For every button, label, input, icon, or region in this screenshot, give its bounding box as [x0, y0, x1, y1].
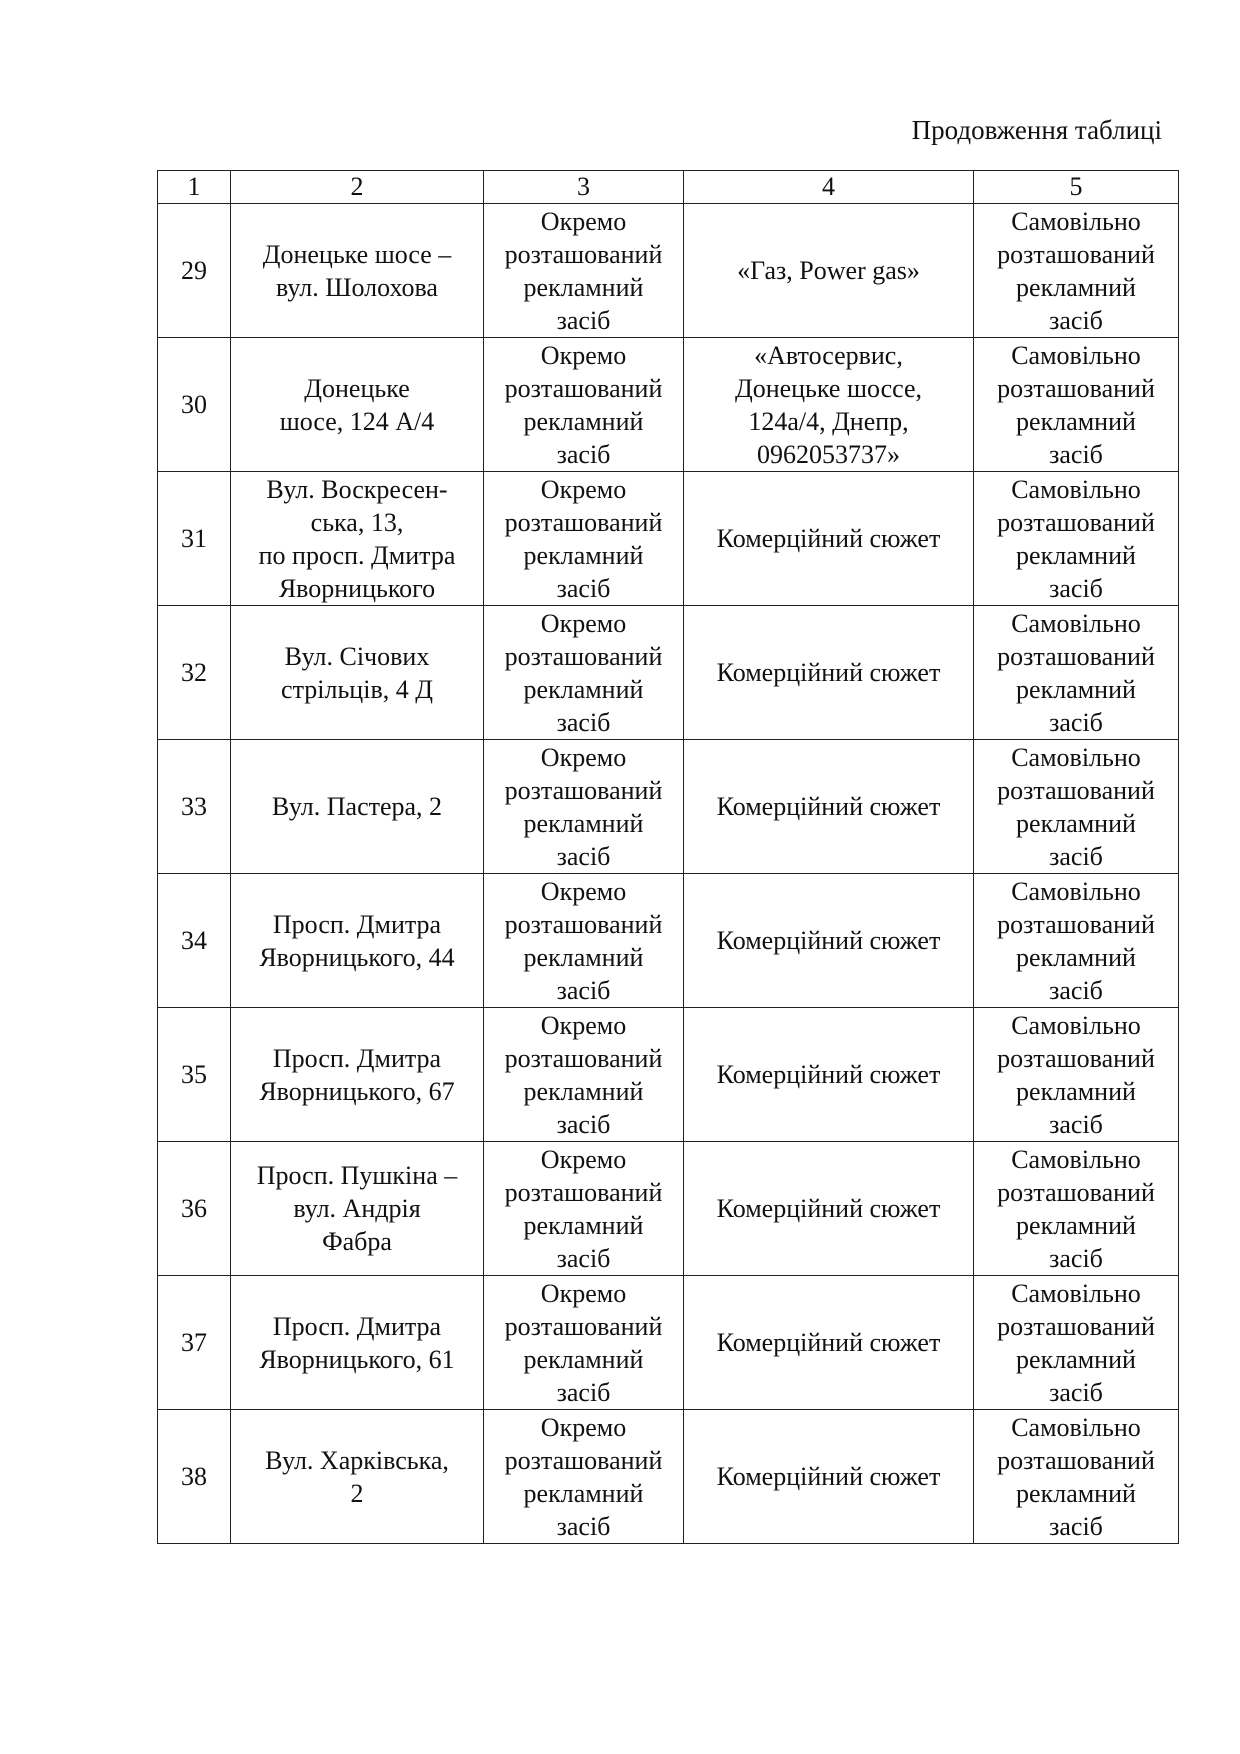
cell-text: Самовільно розташований рекламний засіб [997, 742, 1155, 871]
cell-text: Окремо розташований рекламний засіб [504, 1412, 663, 1541]
address-cell [231, 1008, 484, 1142]
cell-text: Вул. Харківська, 2 [265, 1445, 449, 1508]
ad-content-cell [684, 606, 974, 740]
table-row [158, 1008, 1179, 1142]
cell-text: 31 [181, 524, 207, 553]
ad-type-cell [484, 740, 684, 874]
cell-text: 37 [181, 1328, 207, 1357]
table-row [158, 1276, 1179, 1410]
cell-text: Комерційний сюжет [716, 658, 941, 687]
status-cell [974, 740, 1179, 874]
status-cell [974, 1142, 1179, 1276]
advertising-table [157, 170, 1179, 1544]
ad-content-cell [684, 1142, 974, 1276]
status-cell [974, 338, 1179, 472]
ad-type-cell [484, 1008, 684, 1142]
address-cell [231, 1142, 484, 1276]
row-number-cell [158, 1142, 231, 1276]
cell-text: Комерційний сюжет [716, 926, 941, 955]
cell-text: Просп. Пушкіна – вул. Андрія Фабра [256, 1161, 458, 1256]
address-cell [231, 606, 484, 740]
cell-text: Вул. Січових стрільців, 4 Д [281, 641, 433, 704]
cell-text: 36 [181, 1194, 207, 1223]
table-row [158, 740, 1179, 874]
row-number-cell [158, 740, 231, 874]
cell-text: Донецьке шосе, 124 А/4 [279, 373, 435, 436]
status-cell [974, 204, 1179, 338]
cell-text: Вул. Воскресен- ська, 13, по просп. Дмитра Яворницького [258, 474, 456, 603]
cell-text: Просп. Дмитра Яворницького, 44 [259, 909, 455, 972]
cell-text: Самовільно розташований рекламний засіб [997, 340, 1155, 469]
cell-text: Самовільно розташований рекламний засіб [997, 1278, 1155, 1407]
cell-text: Самовільно розташований рекламний засіб [997, 206, 1155, 335]
address-cell [231, 1410, 484, 1544]
cell-text: Комерційний сюжет [716, 1462, 941, 1491]
address-cell [231, 874, 484, 1008]
ad-content-cell [684, 1008, 974, 1142]
address-cell [231, 472, 484, 606]
cell-text: Донецьке шосе – вул. Шолохова [262, 239, 452, 302]
cell-text: «Автосервис, Донецьке шоссе, 124а/4, Днепр, 0962053737» [734, 340, 923, 469]
address-cell [231, 740, 484, 874]
status-cell [974, 1410, 1179, 1544]
table-continuation-caption: Продовження таблиці [911, 115, 1162, 145]
table-row [158, 472, 1179, 606]
row-number-cell [158, 472, 231, 606]
row-number-cell [158, 338, 231, 472]
ad-type-cell [484, 472, 684, 606]
address-cell [231, 338, 484, 472]
table-row [158, 204, 1179, 338]
cell-text: Самовільно розташований рекламний засіб [997, 1412, 1155, 1541]
cell-text: Комерційний сюжет [716, 1328, 941, 1357]
cell-text: Самовільно розташований рекламний засіб [997, 1144, 1155, 1273]
cell-text: 34 [181, 926, 207, 955]
cell-text: Окремо розташований рекламний засіб [504, 206, 663, 335]
cell-text: Самовільно розташований рекламний засіб [997, 474, 1155, 603]
cell-text: 33 [181, 792, 207, 821]
row-number-cell [158, 874, 231, 1008]
ad-type-cell [484, 204, 684, 338]
ad-content-cell [684, 1276, 974, 1410]
cell-text: 29 [181, 256, 207, 285]
status-cell [974, 472, 1179, 606]
cell-text: Окремо розташований рекламний засіб [504, 1144, 663, 1273]
cell-text: Самовільно розташований рекламний засіб [997, 876, 1155, 1005]
ad-type-cell [484, 338, 684, 472]
table-row [158, 338, 1179, 472]
status-cell [974, 874, 1179, 1008]
ad-type-cell [484, 1410, 684, 1544]
ad-content-cell [684, 472, 974, 606]
row-number-cell [158, 606, 231, 740]
column-number-2: 2 [231, 171, 484, 204]
table-row [158, 606, 1179, 740]
table-row [158, 1410, 1179, 1544]
ad-content-cell [684, 874, 974, 1008]
cell-text: Комерційний сюжет [716, 792, 941, 821]
cell-text: Окремо розташований рекламний засіб [504, 876, 663, 1005]
cell-text: Окремо розташований рекламний засіб [504, 1278, 663, 1407]
cell-text: 35 [181, 1060, 207, 1089]
cell-text: 32 [181, 658, 207, 687]
cell-text: Окремо розташований рекламний засіб [504, 742, 663, 871]
ad-content-cell [684, 338, 974, 472]
row-number-cell [158, 1276, 231, 1410]
column-number-1: 1 [158, 171, 231, 204]
table-header-row [158, 171, 1179, 204]
address-cell [231, 204, 484, 338]
row-number-cell [158, 204, 231, 338]
cell-text: Самовільно розташований рекламний засіб [997, 1010, 1155, 1139]
cell-text: «Газ, Power gas» [737, 256, 920, 285]
ad-type-cell [484, 874, 684, 1008]
cell-text: 30 [181, 390, 207, 419]
cell-text: Самовільно розташований рекламний засіб [997, 608, 1155, 737]
ad-content-cell [684, 740, 974, 874]
cell-text: Вул. Пастера, 2 [271, 792, 443, 821]
cell-text: Комерційний сюжет [716, 1194, 941, 1223]
cell-text: 38 [181, 1462, 207, 1491]
status-cell [974, 606, 1179, 740]
table-row [158, 1142, 1179, 1276]
ad-type-cell [484, 606, 684, 740]
cell-text: Просп. Дмитра Яворницького, 61 [259, 1311, 455, 1374]
row-number-cell [158, 1008, 231, 1142]
cell-text: Просп. Дмитра Яворницького, 67 [259, 1043, 455, 1106]
column-number-3: 3 [484, 171, 684, 204]
column-number-5: 5 [974, 171, 1179, 204]
cell-text: Окремо розташований рекламний засіб [504, 1010, 663, 1139]
ad-type-cell [484, 1142, 684, 1276]
cell-text: Комерційний сюжет [716, 524, 941, 553]
column-number-4: 4 [684, 171, 974, 204]
address-cell [231, 1276, 484, 1410]
status-cell [974, 1276, 1179, 1410]
status-cell [974, 1008, 1179, 1142]
cell-text: Окремо розташований рекламний засіб [504, 474, 663, 603]
cell-text: Комерційний сюжет [716, 1060, 941, 1089]
ad-content-cell [684, 1410, 974, 1544]
table-body [158, 171, 1179, 1544]
ad-type-cell [484, 1276, 684, 1410]
table-row [158, 874, 1179, 1008]
cell-text: Окремо розташований рекламний засіб [504, 608, 663, 737]
cell-text: Окремо розташований рекламний засіб [504, 340, 663, 469]
ad-content-cell [684, 204, 974, 338]
row-number-cell [158, 1410, 231, 1544]
